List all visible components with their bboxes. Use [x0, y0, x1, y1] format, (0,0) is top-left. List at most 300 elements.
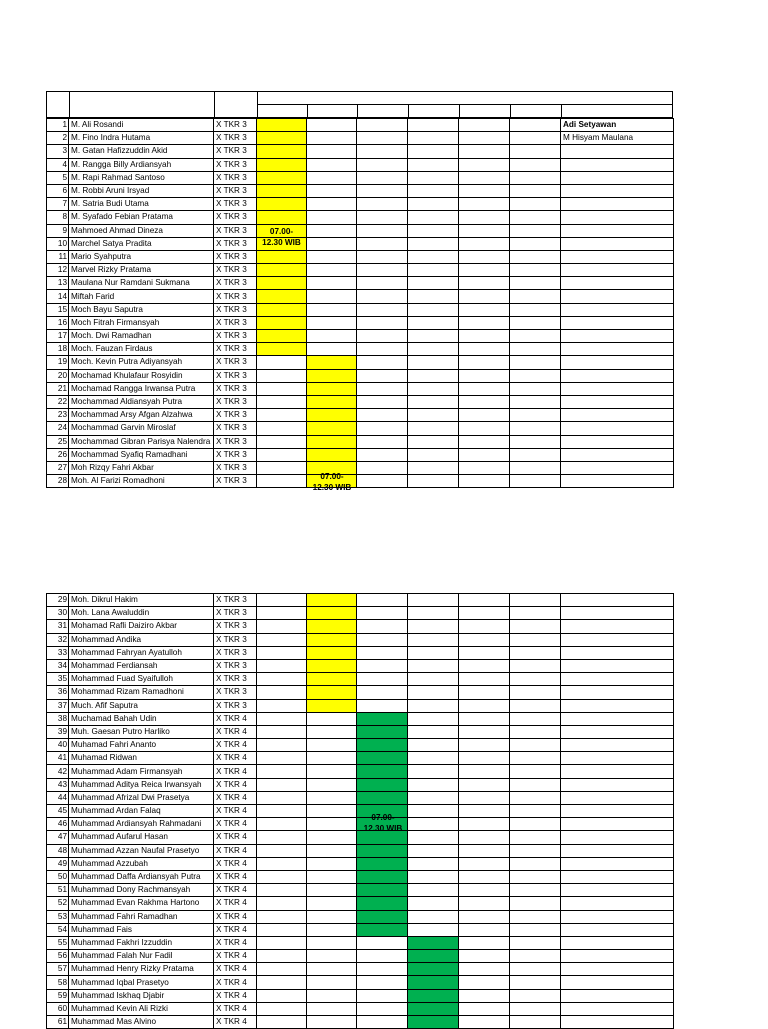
schedule-cell: [257, 857, 307, 870]
table-row: [47, 132, 674, 145]
student-name: Marchel Satya Pradita: [69, 237, 214, 250]
schedule-cell: [561, 923, 674, 936]
schedule-cell: [307, 409, 357, 422]
student-name: Mohammad Andika: [69, 633, 214, 646]
schedule-cell: [257, 963, 307, 976]
class-name: X TKR 4: [214, 739, 257, 752]
table-row: [47, 409, 674, 422]
schedule-cell: [510, 673, 561, 686]
student-name: Muhammad Iqbal Prasetyo: [69, 976, 214, 989]
schedule-cell: [257, 330, 307, 343]
schedule-cell: [257, 646, 307, 659]
schedule-cell: [307, 805, 357, 818]
class-name: X TKR 3: [214, 290, 257, 303]
class-name: X TKR 3: [214, 699, 257, 712]
row-number: 20: [47, 369, 69, 382]
schedule-cell: [408, 910, 459, 923]
student-name: Muhammad Aufarul Hasan: [69, 831, 214, 844]
schedule-cell: [510, 184, 561, 197]
table-row: [47, 646, 674, 659]
class-name: X TKR 3: [214, 607, 257, 620]
schedule-cell: [357, 211, 408, 224]
row-number: 5: [47, 171, 69, 184]
schedule-cell: [510, 237, 561, 250]
schedule-cell: [561, 857, 674, 870]
schedule-cell: [561, 646, 674, 659]
schedule-cell: [459, 752, 510, 765]
schedule-cell: [561, 382, 674, 395]
schedule-cell: [307, 963, 357, 976]
schedule-cell: [510, 989, 561, 1002]
schedule-cell: [510, 765, 561, 778]
class-name: X TKR 4: [214, 831, 257, 844]
schedule-cell: [561, 356, 674, 369]
schedule-cell: [408, 725, 459, 738]
schedule-cell: [307, 646, 357, 659]
class-name: X TKR 3: [214, 475, 257, 488]
class-name: X TKR 3: [214, 594, 257, 607]
schedule-cell: [408, 607, 459, 620]
schedule-cell: [357, 778, 408, 791]
schedule-cell: [459, 712, 510, 725]
schedule-cell: [257, 211, 307, 224]
schedule-cell: [459, 633, 510, 646]
class-name: X TKR 3: [214, 158, 257, 171]
schedule-cell: [561, 171, 674, 184]
class-name: X TKR 4: [214, 936, 257, 949]
class-name: X TKR 3: [214, 184, 257, 197]
schedule-cell: [510, 884, 561, 897]
row-number: 17: [47, 330, 69, 343]
schedule-cell: [307, 198, 357, 211]
schedule-cell: [459, 699, 510, 712]
schedule-cell: [307, 1002, 357, 1015]
schedule-cell: [357, 184, 408, 197]
schedule-cell: [459, 686, 510, 699]
table-row: [47, 198, 674, 211]
schedule-cell: [561, 184, 674, 197]
schedule-cell: [257, 910, 307, 923]
schedule-cell: [510, 171, 561, 184]
schedule-cell: [459, 857, 510, 870]
table-row: [47, 950, 674, 963]
schedule-cell: [357, 897, 408, 910]
schedule-cell: [307, 211, 357, 224]
schedule-cell: [307, 171, 357, 184]
student-name: Muhamad Ridwan: [69, 752, 214, 765]
schedule-cell: [357, 633, 408, 646]
schedule-cell: [561, 461, 674, 474]
schedule-cell: [510, 857, 561, 870]
class-name: X TKR 4: [214, 791, 257, 804]
schedule-cell: [307, 395, 357, 408]
class-name: X TKR 4: [214, 805, 257, 818]
schedule-cell: [307, 132, 357, 145]
schedule-cell: [510, 831, 561, 844]
student-name: Moh Rizqy Fahri Akbar: [69, 461, 214, 474]
schedule-cell: [459, 778, 510, 791]
schedule-cell: [357, 224, 408, 237]
schedule-cell: [459, 870, 510, 883]
schedule-cell: [459, 659, 510, 672]
schedule-cell: [307, 712, 357, 725]
schedule-cell: [307, 897, 357, 910]
schedule-cell: [408, 752, 459, 765]
schedule-cell: [307, 158, 357, 171]
schedule-cell: [459, 791, 510, 804]
schedule-cell: [561, 250, 674, 263]
schedule-cell: [510, 316, 561, 329]
schedule-cell: [307, 1016, 357, 1029]
schedule-cell: [357, 870, 408, 883]
schedule-cell: [307, 277, 357, 290]
student-name: Mohammad Rizam Ramadhoni: [69, 686, 214, 699]
class-name: X TKR 3: [214, 422, 257, 435]
row-number: 54: [47, 923, 69, 936]
schedule-cell: [307, 870, 357, 883]
student-name: Mochammad Aldiansyah Putra: [69, 395, 214, 408]
student-name: Muhammad Ardiansyah Rahmadani: [69, 818, 214, 831]
schedule-cell: [357, 395, 408, 408]
schedule-cell: [257, 936, 307, 949]
student-name: M. Syafado Febian Pratama: [69, 211, 214, 224]
row-number: 38: [47, 712, 69, 725]
schedule-cell: [307, 250, 357, 263]
schedule-cell: [510, 395, 561, 408]
row-number: 12: [47, 264, 69, 277]
schedule-cell: [357, 686, 408, 699]
schedule-cell: [257, 884, 307, 897]
schedule-cell: [459, 132, 510, 145]
row-number: 7: [47, 198, 69, 211]
schedule-cell: [459, 989, 510, 1002]
schedule-cell: [357, 158, 408, 171]
schedule-cell: [408, 805, 459, 818]
schedule-cell: [510, 303, 561, 316]
time-slot-label-2: 07.00- 12.30 WIB: [312, 472, 352, 492]
table-row: [47, 699, 674, 712]
student-name: Muh. Gaesan Putro Harliko: [69, 725, 214, 738]
schedule-cell: [459, 343, 510, 356]
table-header: [46, 91, 673, 118]
schedule-cell: [459, 198, 510, 211]
schedule-cell: [561, 475, 674, 488]
schedule-cell: [257, 897, 307, 910]
schedule-cell: [357, 673, 408, 686]
row-number: 15: [47, 303, 69, 316]
schedule-cell: [561, 211, 674, 224]
schedule-cell: [307, 950, 357, 963]
table-row: [47, 316, 674, 329]
class-name: X TKR 3: [214, 659, 257, 672]
schedule-cell: [510, 211, 561, 224]
schedule-cell: [408, 699, 459, 712]
row-number: 26: [47, 448, 69, 461]
schedule-cell: [510, 620, 561, 633]
table-row: [47, 237, 674, 250]
schedule-cell: [459, 145, 510, 158]
student-name: Mario Syahputra: [69, 250, 214, 263]
table-row: [47, 963, 674, 976]
row-number: 13: [47, 277, 69, 290]
schedule-cell: [408, 831, 459, 844]
row-number: 36: [47, 686, 69, 699]
schedule-cell: [510, 422, 561, 435]
schedule-cell: [408, 620, 459, 633]
schedule-cell: [561, 395, 674, 408]
schedule-cell: [561, 330, 674, 343]
class-name: X TKR 4: [214, 725, 257, 738]
schedule-cell: [561, 198, 674, 211]
schedule-cell: [459, 936, 510, 949]
schedule-cell: [561, 805, 674, 818]
schedule-cell: [459, 805, 510, 818]
schedule-cell: [459, 725, 510, 738]
schedule-cell: [408, 739, 459, 752]
schedule-cell: [257, 686, 307, 699]
class-name: X TKR 3: [214, 673, 257, 686]
row-number: 31: [47, 620, 69, 633]
schedule-cell: [307, 699, 357, 712]
schedule-cell: [459, 356, 510, 369]
schedule-cell: [510, 119, 561, 132]
schedule-cell: [307, 607, 357, 620]
schedule-cell: [307, 923, 357, 936]
schedule-cell: [357, 198, 408, 211]
class-name: X TKR 4: [214, 857, 257, 870]
schedule-cell: [357, 884, 408, 897]
schedule-cell: [408, 936, 459, 949]
student-name: M. Satria Budi Utama: [69, 198, 214, 211]
student-name: Much. Afif Saputra: [69, 699, 214, 712]
schedule-cell: [408, 712, 459, 725]
student-name: Muhammad Ardan Falaq: [69, 805, 214, 818]
student-name: Muhammad Dony Rachmansyah: [69, 884, 214, 897]
schedule-cell: [408, 343, 459, 356]
schedule-cell: [257, 594, 307, 607]
schedule-cell: [357, 857, 408, 870]
schedule-cell: [459, 897, 510, 910]
schedule-cell: [459, 158, 510, 171]
schedule-cell: [307, 936, 357, 949]
schedule-cell: [357, 330, 408, 343]
schedule-cell: [459, 171, 510, 184]
schedule-cell: [257, 290, 307, 303]
table-row: [47, 725, 674, 738]
schedule-cell: [307, 884, 357, 897]
class-name: X TKR 3: [214, 237, 257, 250]
schedule-cell: [510, 805, 561, 818]
schedule-cell: [408, 448, 459, 461]
schedule-cell: [408, 422, 459, 435]
row-number: 51: [47, 884, 69, 897]
student-name: Muhammad Fakhri Izzuddin: [69, 936, 214, 949]
table-row: [47, 989, 674, 1002]
schedule-cell: [257, 316, 307, 329]
schedule-cell: [459, 369, 510, 382]
schedule-cell: [257, 395, 307, 408]
row-number: 40: [47, 739, 69, 752]
schedule-cell: [307, 659, 357, 672]
schedule-cell: [408, 277, 459, 290]
schedule-cell: [459, 963, 510, 976]
schedule-cell: [307, 752, 357, 765]
schedule-cell: [357, 461, 408, 474]
row-number: 18: [47, 343, 69, 356]
schedule-cell: [561, 791, 674, 804]
schedule-cell: [307, 264, 357, 277]
table-row: [47, 1002, 674, 1015]
student-name: M. Rangga Billy Ardiansyah: [69, 158, 214, 171]
table-row: [47, 712, 674, 725]
row-number: 1: [47, 119, 69, 132]
student-name: Mohammad Ferdiansah: [69, 659, 214, 672]
class-name: X TKR 4: [214, 897, 257, 910]
schedule-cell: [561, 1002, 674, 1015]
schedule-cell: [307, 976, 357, 989]
row-number: 10: [47, 237, 69, 250]
schedule-cell: [561, 224, 674, 237]
student-name: Mahmoed Ahmad Dineza: [69, 224, 214, 237]
schedule-cell: [357, 844, 408, 857]
schedule-cell: [408, 158, 459, 171]
row-number: 21: [47, 382, 69, 395]
student-name: Mohammad Fahryan Ayatulloh: [69, 646, 214, 659]
schedule-cell: [307, 145, 357, 158]
schedule-cell: [257, 778, 307, 791]
schedule-cell: [357, 950, 408, 963]
student-name: Muhammad Henry Rizky Pratama: [69, 963, 214, 976]
schedule-cell: [408, 870, 459, 883]
schedule-cell: [357, 699, 408, 712]
class-name: X TKR 3: [214, 171, 257, 184]
schedule-cell: [561, 435, 674, 448]
schedule-cell: [459, 620, 510, 633]
schedule-cell: [257, 132, 307, 145]
schedule-cell: [561, 620, 674, 633]
schedule-cell: [357, 765, 408, 778]
table-row: [47, 461, 674, 474]
student-name: Muchamad Bahah Udin: [69, 712, 214, 725]
student-name: Moch Bayu Saputra: [69, 303, 214, 316]
schedule-cell: [408, 857, 459, 870]
table-row: [47, 910, 674, 923]
schedule-cell: [510, 976, 561, 989]
table-row: [47, 422, 674, 435]
student-name: Mochammad Syafiq Ramadhani: [69, 448, 214, 461]
row-number: 34: [47, 659, 69, 672]
schedule-cell: [408, 1002, 459, 1015]
schedule-cell: [408, 646, 459, 659]
schedule-cell: [257, 264, 307, 277]
schedule-cell: [510, 330, 561, 343]
schedule-cell: [257, 818, 307, 831]
class-name: X TKR 3: [214, 264, 257, 277]
class-name: X TKR 3: [214, 369, 257, 382]
schedule-cell: [510, 844, 561, 857]
schedule-cell: [459, 976, 510, 989]
schedule-cell: [357, 119, 408, 132]
schedule-cell: [307, 303, 357, 316]
row-number: 43: [47, 778, 69, 791]
schedule-cell: [510, 132, 561, 145]
class-name: X TKR 4: [214, 963, 257, 976]
class-name: X TKR 3: [214, 395, 257, 408]
schedule-cell: [459, 237, 510, 250]
schedule-cell: [459, 264, 510, 277]
schedule-cell: [357, 989, 408, 1002]
table-row: [47, 739, 674, 752]
schedule-cell: [307, 369, 357, 382]
schedule-cell: [357, 1016, 408, 1029]
schedule-cell: [510, 686, 561, 699]
schedule-cell: [510, 950, 561, 963]
schedule-cell: [561, 870, 674, 883]
schedule-cell: [510, 739, 561, 752]
class-name: X TKR 3: [214, 461, 257, 474]
schedule-cell: [459, 303, 510, 316]
student-name: Moch. Dwi Ramadhan: [69, 330, 214, 343]
schedule-cell: [357, 316, 408, 329]
schedule-cell: [561, 699, 674, 712]
student-name: M. Ali Rosandi: [69, 119, 214, 132]
schedule-cell: [408, 132, 459, 145]
schedule-cell: [561, 844, 674, 857]
class-name: X TKR 4: [214, 976, 257, 989]
schedule-cell: [510, 725, 561, 738]
schedule-cell: [307, 594, 357, 607]
row-number: 29: [47, 594, 69, 607]
schedule-cell: [257, 382, 307, 395]
row-number: 46: [47, 818, 69, 831]
student-name: Muhammad Evan Rakhma Hartono: [69, 897, 214, 910]
class-name: X TKR 3: [214, 686, 257, 699]
class-name: X TKR 4: [214, 1002, 257, 1015]
schedule-cell: [408, 250, 459, 263]
schedule-cell: [459, 818, 510, 831]
row-number: 4: [47, 158, 69, 171]
schedule-cell: [307, 422, 357, 435]
table-row: [47, 659, 674, 672]
schedule-cell: [357, 646, 408, 659]
table-row: [47, 686, 674, 699]
schedule-cell: [357, 712, 408, 725]
schedule-cell: [510, 290, 561, 303]
schedule-cell: [257, 145, 307, 158]
class-name: X TKR 3: [214, 633, 257, 646]
schedule-cell: [510, 646, 561, 659]
schedule-cell: [408, 382, 459, 395]
schedule-cell: Adi Setyawan: [561, 119, 674, 132]
schedule-cell: [357, 739, 408, 752]
schedule-cell: [459, 119, 510, 132]
student-name: Mohamad Rafli Daiziro Akbar: [69, 620, 214, 633]
schedule-cell: [408, 1016, 459, 1029]
student-name: Muhammad Fahri Ramadhan: [69, 910, 214, 923]
table-row: [47, 870, 674, 883]
schedule-cell: [357, 963, 408, 976]
table-row: [47, 145, 674, 158]
class-name: X TKR 3: [214, 303, 257, 316]
student-name: M. Rapi Rahmad Santoso: [69, 171, 214, 184]
student-name: Muhammad Aditya Reica Irwansyah: [69, 778, 214, 791]
schedule-cell: [561, 765, 674, 778]
schedule-cell: [561, 989, 674, 1002]
schedule-cell: [257, 752, 307, 765]
row-number: 32: [47, 633, 69, 646]
schedule-cell: [510, 633, 561, 646]
schedule-cell: [510, 198, 561, 211]
